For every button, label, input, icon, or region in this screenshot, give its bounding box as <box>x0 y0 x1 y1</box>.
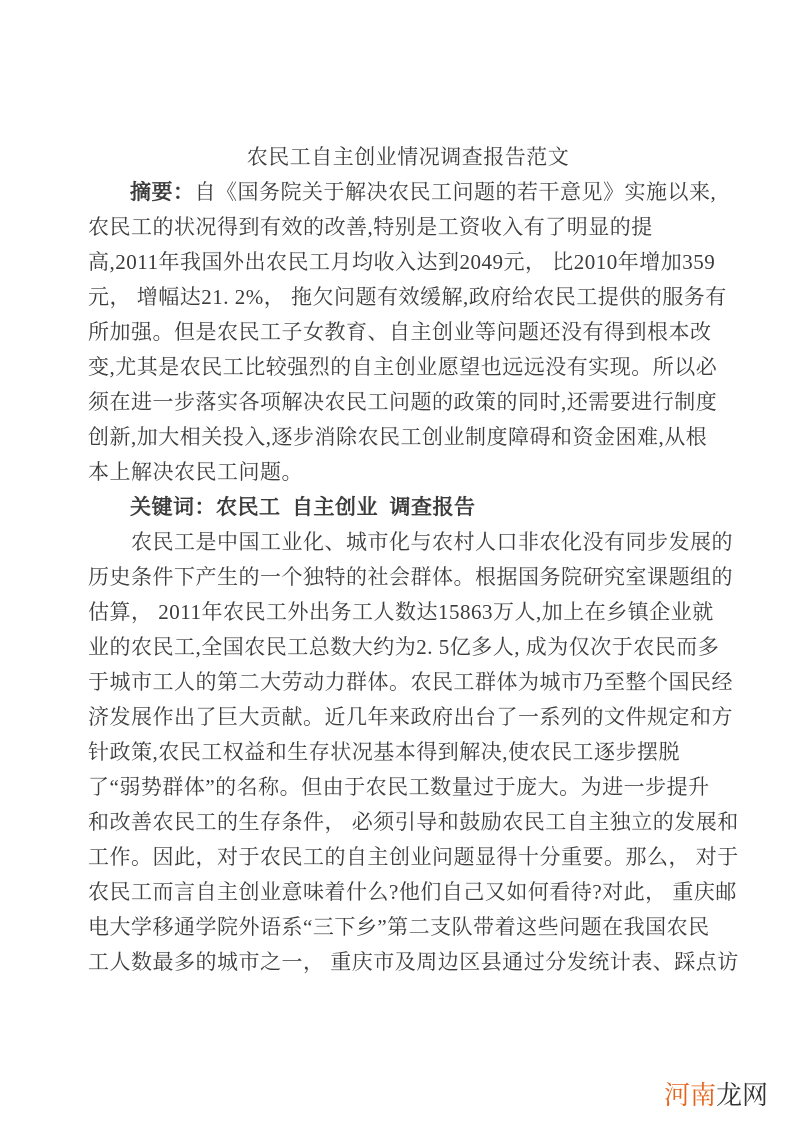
abstract-first-line <box>88 175 728 210</box>
abstract-label: 摘要： <box>130 180 195 204</box>
text-line: 须在进一步落实各项解决农民工问题的政策的同时,还需要进行制度 <box>88 390 718 414</box>
keywords-line: 关键词：农民工 自主创业 调查报告 <box>130 495 476 519</box>
text-line: 工作。因此，对于农民工的自主创业问题显得十分重要。那么， 对于 <box>88 845 739 869</box>
page-title: 农民工自主创业情况调查报告范文 <box>246 145 570 169</box>
text-line: 创新,加大相关投入,逐步消除农民工创业制度障碍和资金困难,从根 <box>88 425 708 449</box>
abstract-paragraph <box>88 210 728 490</box>
abstract-first-line-text: 自《国务院关于解决农民工问题的若干意见》实施以来, <box>194 180 717 204</box>
text-line: 本上解决农民工问题。 <box>88 460 303 484</box>
text-line: 估算， 2011年农民工外出务工人数达15863万人,加上在乡镇企业就 <box>88 600 714 624</box>
text-line: 历史条件下产生的一个独特的社会群体。根据国务院研究室课题组的 <box>88 565 733 589</box>
text-line: 工人数最多的城市之一， 重庆市及周边区县通过分发统计表、踩点访 <box>88 950 739 974</box>
text-line: 济发展作出了巨大贡献。近几年来政府出台了一系列的文件规定和方 <box>88 705 733 729</box>
text-line: 业的农民工,全国农民工总数大约为2. 5亿多人, 成为仅次于农民而多 <box>88 635 720 659</box>
text-line: 农民工的状况得到有效的改善,特别是工资收入有了明显的提 <box>88 215 653 239</box>
body-paragraph <box>88 525 739 980</box>
text-line: 于城市工人的第二大劳动力群体。农民工群体为城市乃至整个国民经 <box>88 670 733 694</box>
text-line: 元， 增幅达21. 2%， 拖欠问题有效缓解,政府给农民工提供的服务有 <box>88 285 727 309</box>
text-line: 电大学移通学院外语系“三下乡”第二支队带着这些问题在我国农民 <box>88 915 710 939</box>
text-line: 针政策,农民工权益和生存状况基本得到解决,使农民工逐步摆脱 <box>88 740 680 764</box>
document-body <box>88 140 739 980</box>
text-line: 所加强。但是农民工子女教育、自主创业等问题还没有得到根本改 <box>88 320 712 344</box>
text-line: 农民工是中国工业化、城市化与农村人口非农化没有同步发展的 <box>88 530 733 554</box>
watermark-henan: 河南 <box>664 1080 717 1110</box>
text-line: 和改善农民工的生存条件， 必须引导和鼓励农民工自主独立的发展和 <box>88 810 739 834</box>
watermark-longwang: 龙网 <box>716 1080 769 1110</box>
text-line: 农民工而言自主创业意味着什么?他们自己又如何看待?对此， 重庆邮 <box>88 880 737 904</box>
text-line: 变,尤其是农民工比较强烈的自主创业愿望也远远没有实现。所以必 <box>88 355 718 379</box>
site-watermark <box>664 1081 768 1109</box>
text-line: 高,2011年我国外出农民工月均收入达到2049元， 比2010年增加359 <box>88 250 716 274</box>
text-line: 了“弱势群体”的名称。但由于农民工数量过于庞大。为进一步提升 <box>88 775 710 799</box>
